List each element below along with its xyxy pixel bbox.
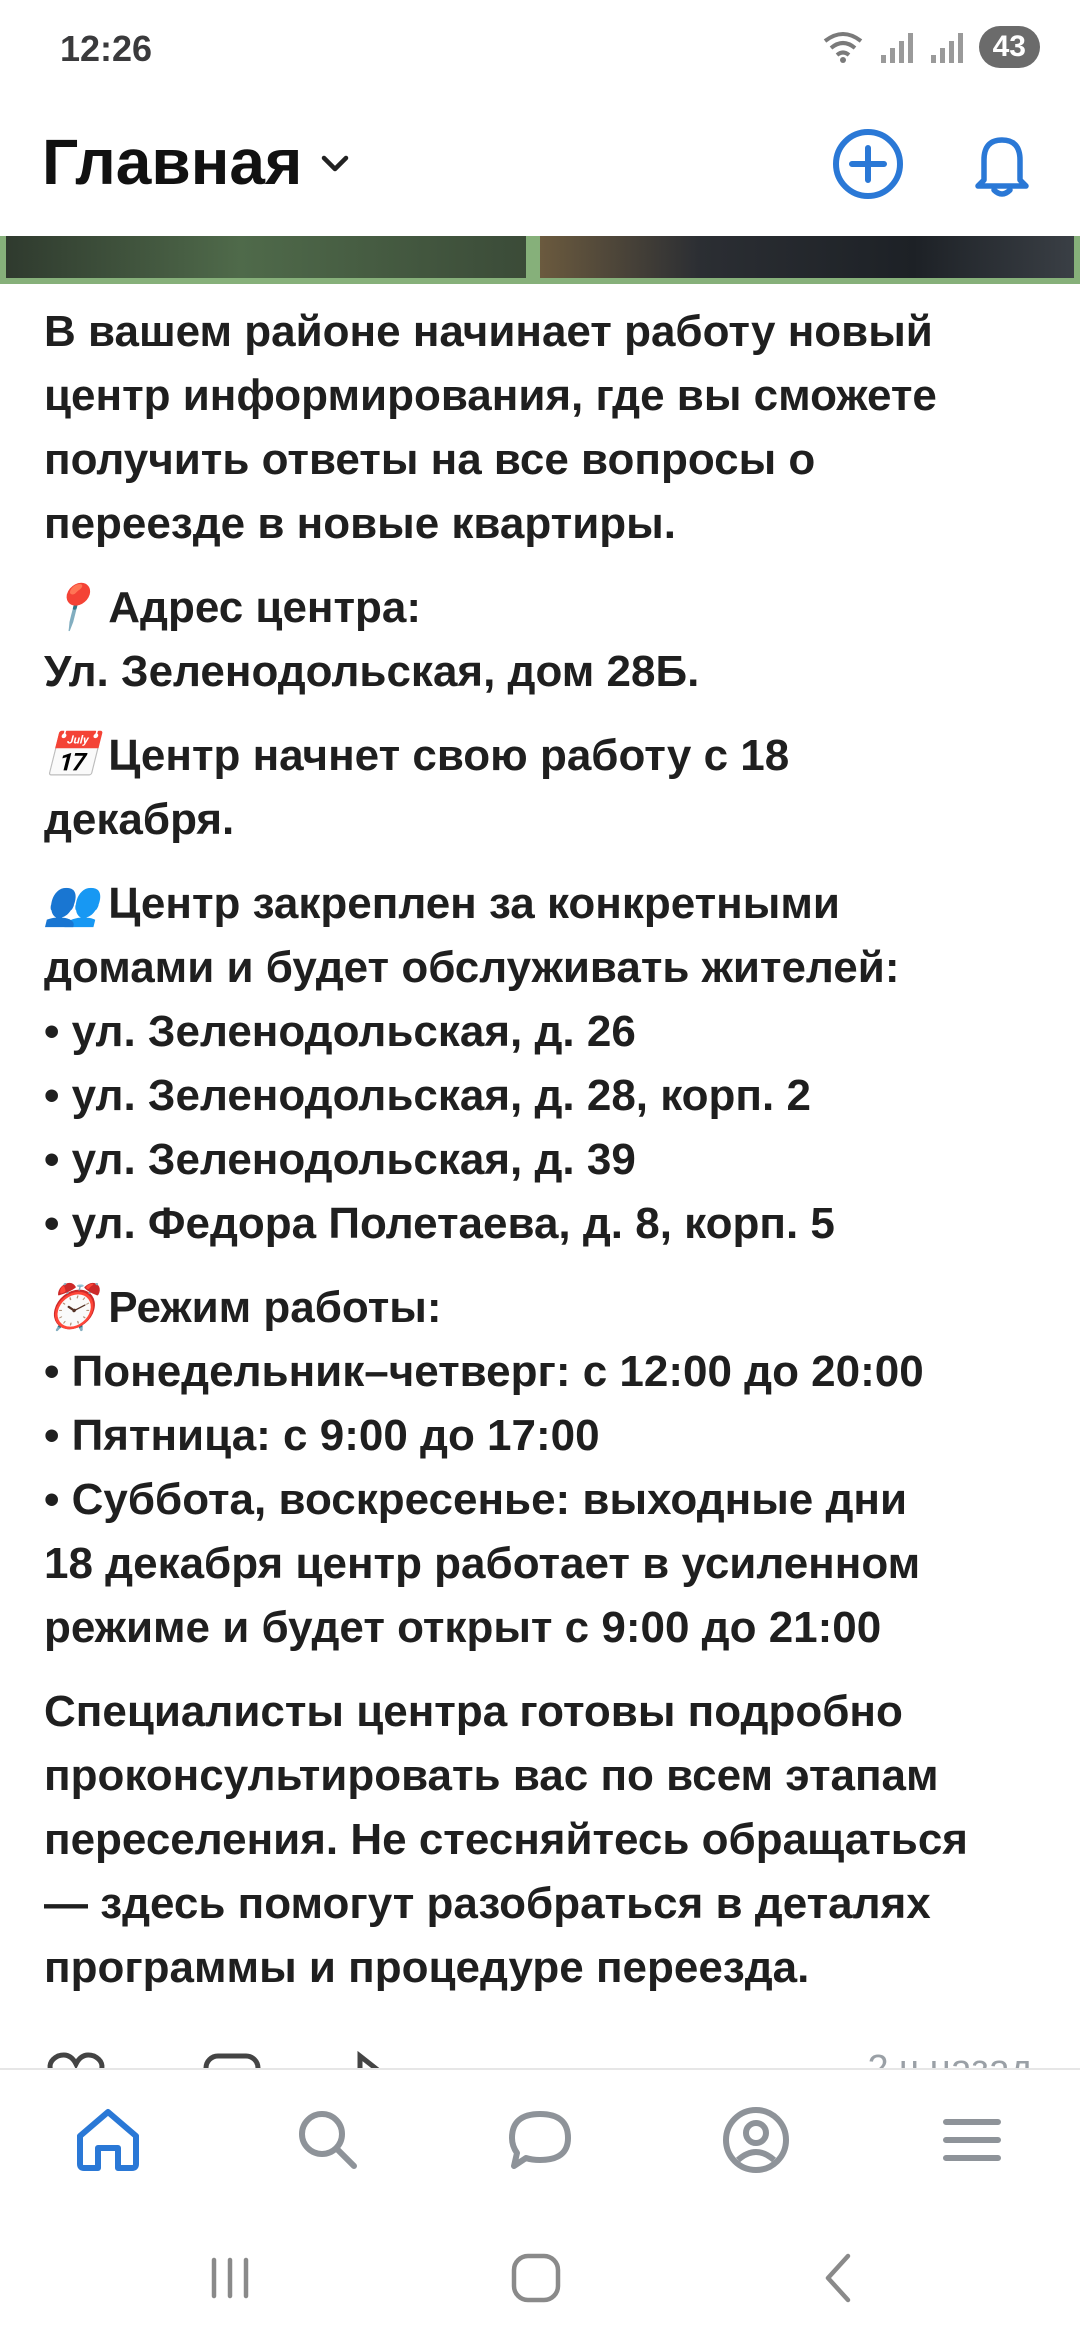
menu-icon[interactable] <box>932 2100 1012 2180</box>
system-navigation <box>0 2208 1080 2340</box>
pin-icon: 📍 <box>44 583 99 632</box>
calendar-icon: 📅 <box>44 731 99 780</box>
status-icons <box>821 26 1040 68</box>
post-actions <box>0 2038 1080 2066</box>
wifi-icon <box>821 29 865 65</box>
photo-right[interactable] <box>540 236 1074 278</box>
list-item: • Пятница: с 9:00 до 17:00 <box>44 1411 600 1460</box>
list-item: • ул. Зеленодольская, д. 28, корп. 2 <box>44 1071 811 1120</box>
start-section: 📅 Центр начнет свою работу с 18 декабря. <box>44 724 1044 852</box>
bottom-navigation <box>0 2068 1080 2210</box>
signal-icon <box>929 29 965 65</box>
address-section <box>44 576 1044 704</box>
address-title: Адрес центра: <box>108 583 422 632</box>
houses-section: 👥 Центр закреплен за конкретными домами и будет обслуживать жителей: • ул. Зеленодольская, д. 26 • ул. Зеленодольская, д. 28, корп. 2 • ул. Зеленодольская, д. 39 • ул. Федора Полетаева, д. 8, корп. 5 <box>44 872 1044 1256</box>
list-item: • ул. Федора Полетаева, д. 8, корп. 5 <box>44 1199 835 1248</box>
schedule-section: ⏰ Режим работы: • Понедельник–четверг: с 12:00 до 20:00 • Пятница: с 9:00 до 17:00 • Суббота, воскресенье: выходные дни 18 декабря центр работает в усиленном режиме и будет открыт с 9:00 до 21:00 <box>44 1276 1044 1660</box>
photo-left[interactable] <box>6 236 526 278</box>
back-icon[interactable] <box>810 2248 870 2308</box>
address-value: Ул. Зеленодольская, дом 28Б. <box>44 647 700 696</box>
bell-icon[interactable] <box>962 124 1042 204</box>
add-circle-icon[interactable] <box>828 124 908 204</box>
status-bar <box>0 0 1080 100</box>
alarm-clock-icon: ⏰ <box>44 1283 99 1332</box>
app-header <box>0 100 1080 230</box>
list-item: • ул. Зеленодольская, д. 39 <box>44 1135 636 1184</box>
closing-section: Специалисты центра готовы подробно проконсультировать вас по всем этапам переселения. Не стесняйтесь обращаться — здесь помогут разобраться в деталях программы и процедуре переезда. <box>44 1687 968 1992</box>
battery-icon: 43 <box>979 26 1040 68</box>
profile-icon[interactable] <box>716 2100 796 2180</box>
home-icon[interactable] <box>68 2100 148 2180</box>
chevron-down-icon[interactable] <box>318 152 352 176</box>
signal-icon <box>879 29 915 65</box>
list-item: • Суббота, воскресенье: выходные дни <box>44 1475 908 1524</box>
list-item: • Понедельник–четверг: с 12:00 до 20:00 <box>44 1347 924 1396</box>
post-photos[interactable] <box>0 236 1080 284</box>
post-intro: В вашем районе начинает работу новый центр информирования, где вы сможете получить ответы на все вопросы о переезде в новые квартиры. <box>44 307 937 548</box>
clock: 12:26 <box>60 28 153 69</box>
search-icon[interactable] <box>288 2100 368 2180</box>
recent-apps-icon[interactable] <box>200 2248 260 2308</box>
page-title[interactable]: Главная <box>42 126 303 198</box>
post-text <box>44 300 1044 2020</box>
people-icon: 👥 <box>44 879 99 928</box>
home-circle-icon[interactable] <box>506 2248 566 2308</box>
list-item: • ул. Зеленодольская, д. 26 <box>44 1007 636 1056</box>
messages-icon[interactable] <box>500 2100 580 2180</box>
